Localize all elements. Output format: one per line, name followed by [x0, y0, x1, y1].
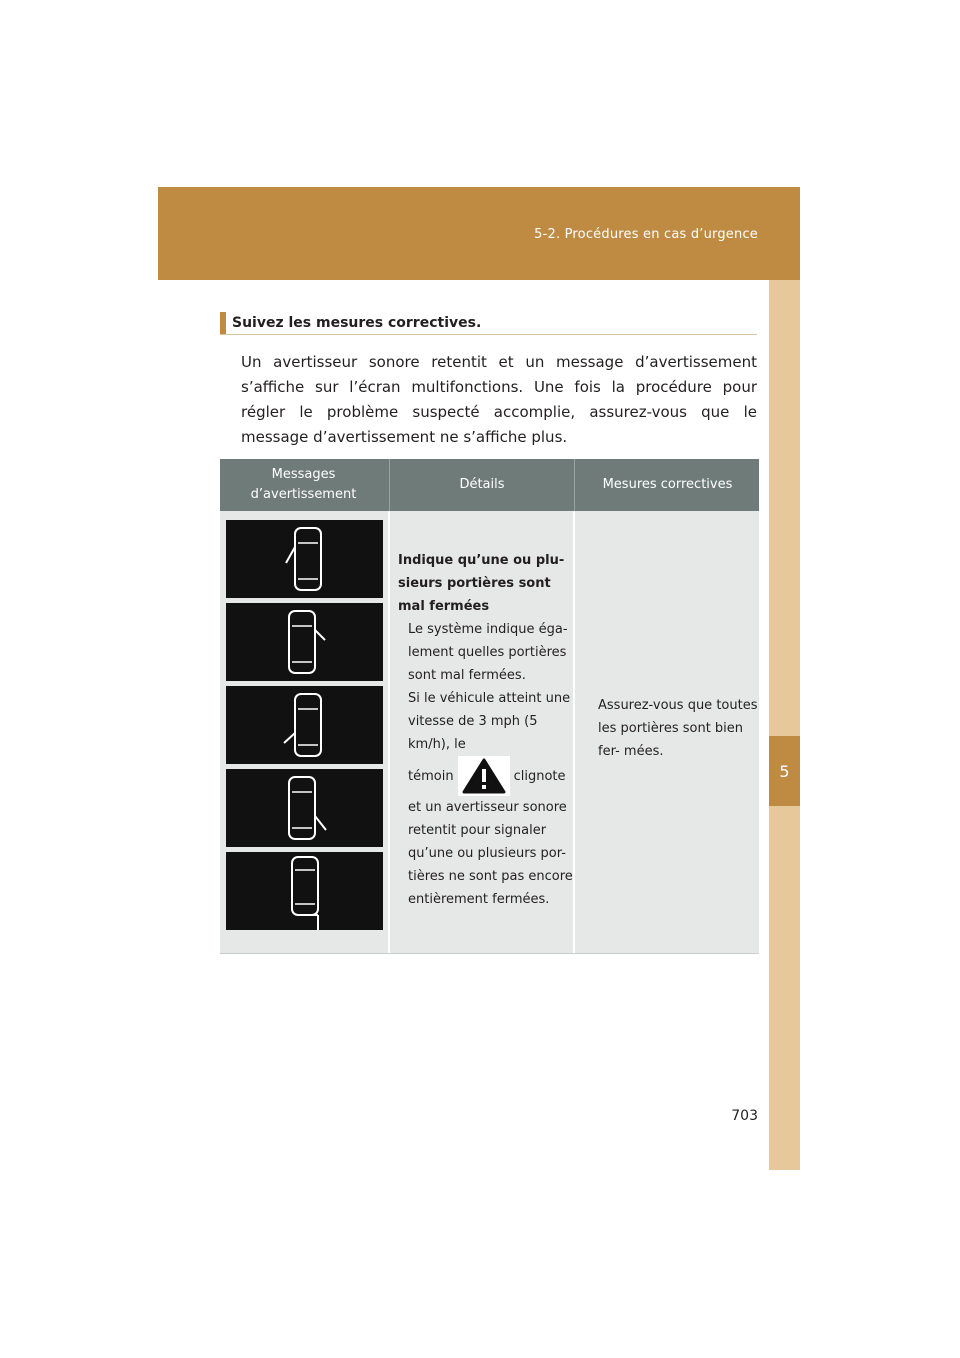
car-rear-left-door-open-icon: [282, 691, 328, 759]
warning-indicator: [458, 756, 510, 796]
details-line-3: et un avertisseur sonore retentit pour signaler qu’une ou plusieurs por- tières ne sont pas encore entièrement fermées.: [408, 800, 573, 907]
temoin-text: témoin: [408, 768, 454, 784]
table-header: [220, 459, 759, 511]
table-row: [220, 511, 759, 954]
chapter-side-band: [769, 280, 800, 1170]
chapter-number-tab[interactable]: 5: [769, 736, 800, 806]
master-warning-icon: [462, 758, 506, 794]
header-messages-text: Messages d’avertissement: [250, 467, 357, 502]
header-details: Détails: [389, 459, 574, 511]
screen-rear-right-door: [226, 769, 383, 847]
heading-accent-bar: [220, 312, 226, 334]
header-messages: [220, 459, 387, 511]
intro-paragraph: Un avertisseur sonore retentit et un message d’avertissement s’affiche sur l’écran multifonctions. Une fois la procédure pour régler le problème suspecté accomplie, assurez-vous que le message d’avertissement ne s’affiche plus.: [241, 353, 757, 446]
details-line-2: Si le véhicule atteint une vitesse de 3 mph (5 km/h), le: [408, 691, 571, 752]
corrective-cell: Assurez-vous que toutes les portières sont bien fer- mées.: [598, 698, 758, 759]
clignote-text: clignote: [513, 768, 566, 784]
screen-back-door: [226, 852, 383, 930]
header-band: [158, 187, 800, 280]
column-divider: [573, 511, 575, 953]
car-rear-right-door-open-icon: [282, 774, 328, 842]
details-title: Indique qu’une ou plu- sieurs portières sont mal fermées: [398, 553, 565, 614]
section-heading: [220, 312, 757, 335]
header-corrective: Mesures correctives: [574, 459, 760, 511]
car-front-left-door-open-icon: [282, 525, 328, 593]
section-title: 5-2. Procédures en cas d’urgence: [534, 227, 758, 242]
details-line-1: Le système indique éga- lement quelles portières sont mal fermées.: [408, 622, 568, 683]
car-back-door-open-icon: [282, 854, 328, 934]
screen-rear-left-door: [226, 686, 383, 764]
chapter-label: [772, 820, 797, 990]
screen-front-right-door: [226, 603, 383, 681]
screen-front-left-door: [226, 520, 383, 598]
section-heading-text: Suivez les mesures correctives.: [232, 315, 482, 331]
details-cell: [398, 549, 573, 911]
column-divider: [388, 511, 390, 953]
warning-table: [220, 459, 759, 953]
page-number: 703: [731, 1108, 758, 1124]
details-warning-line: [398, 756, 573, 796]
car-front-right-door-open-icon: [282, 608, 328, 676]
